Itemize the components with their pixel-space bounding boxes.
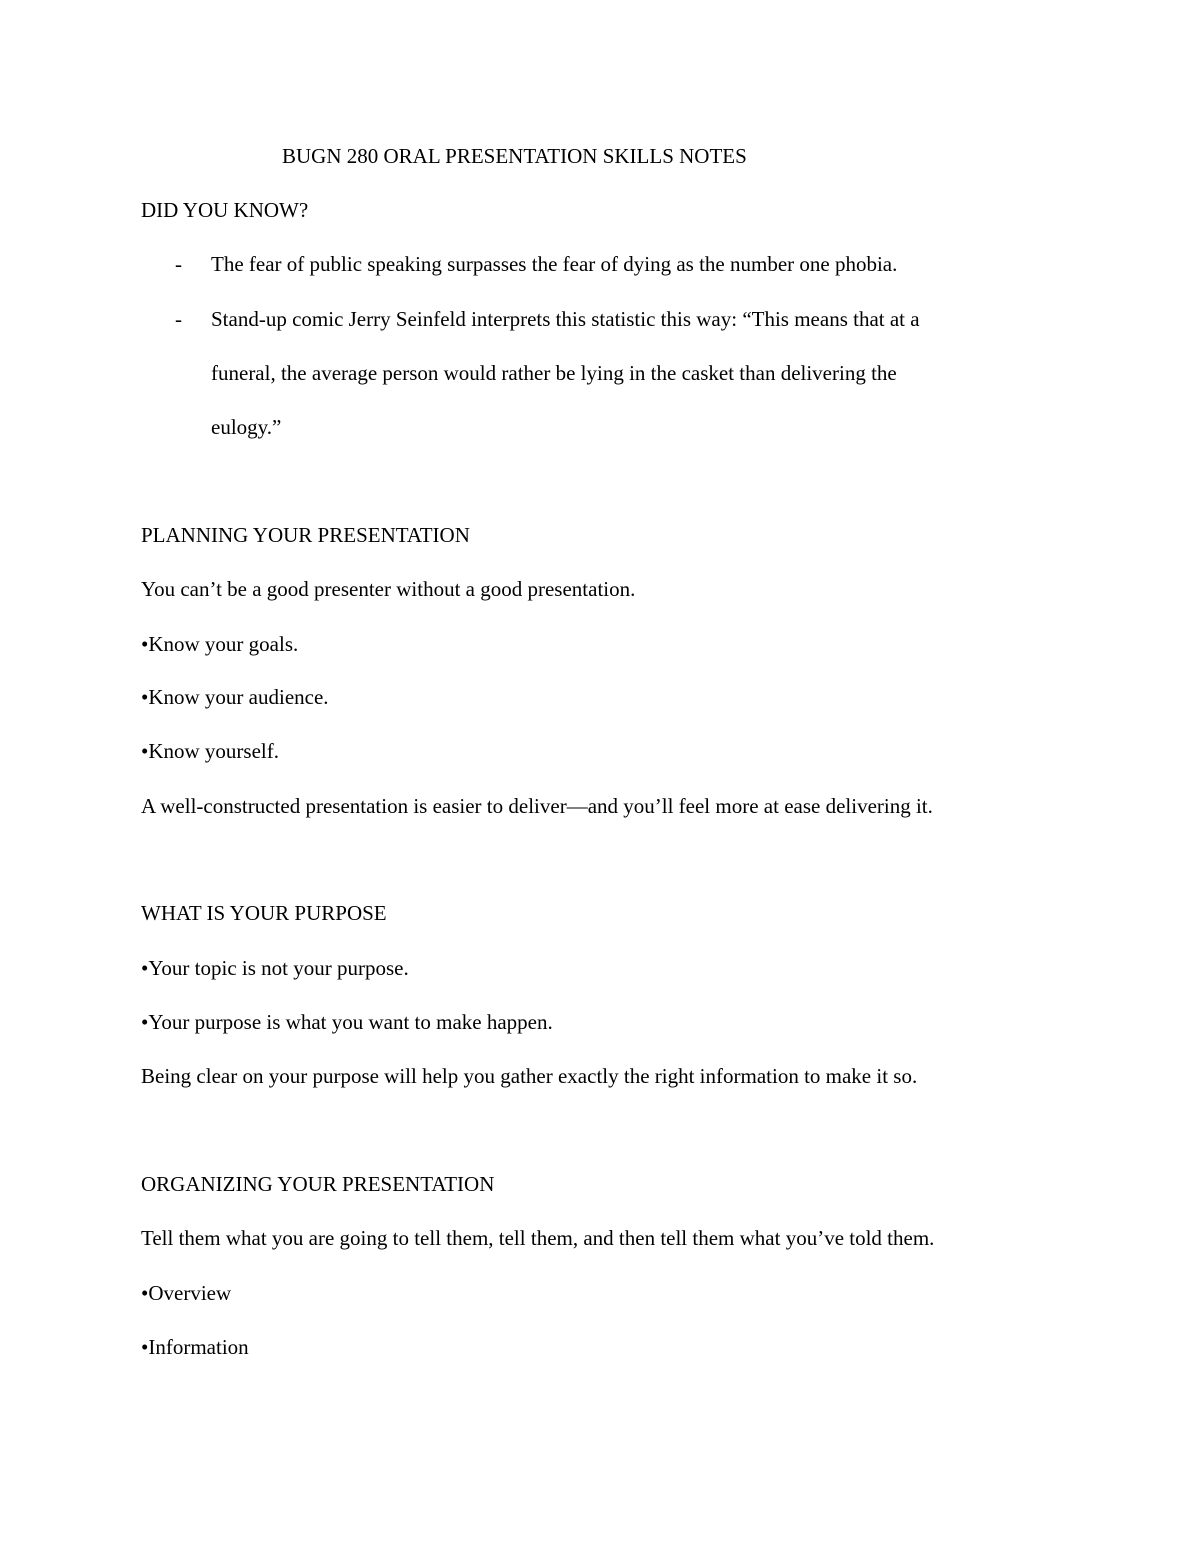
section-heading-organizing: ORGANIZING YOUR PRESENTATION <box>141 1172 495 1196</box>
document-title: BUGN 280 ORAL PRESENTATION SKILLS NOTES <box>282 144 747 168</box>
section-heading-planning: PLANNING YOUR PRESENTATION <box>141 523 470 547</box>
bullet-item: •Know yourself. <box>141 739 279 763</box>
bullet-item: •Know your goals. <box>141 632 299 656</box>
bullet-item: •Your topic is not your purpose. <box>141 956 409 980</box>
section-heading-purpose: WHAT IS YOUR PURPOSE <box>141 901 387 925</box>
dash-marker: - <box>175 307 182 331</box>
dash-marker: - <box>175 252 182 276</box>
fact-line: eulogy.” <box>211 415 282 439</box>
bullet-item: •Information <box>141 1335 249 1359</box>
section-intro: Tell them what you are going to tell them, tell them, and then tell them what you’ve told them. <box>141 1226 935 1250</box>
fact-line: The fear of public speaking surpasses the fear of dying as the number one phobia. <box>211 252 898 276</box>
section-intro: You can’t be a good presenter without a good presentation. <box>141 577 636 601</box>
section-heading-did-you-know: DID YOU KNOW? <box>141 198 309 222</box>
bullet-item: •Your purpose is what you want to make happen. <box>141 1010 553 1034</box>
bullet-item: •Overview <box>141 1281 232 1305</box>
section-closing: Being clear on your purpose will help you gather exactly the right information to make it so. <box>141 1064 918 1088</box>
section-closing: A well-constructed presentation is easier to deliver—and you’ll feel more at ease delivering it. <box>141 794 933 818</box>
fact-line: funeral, the average person would rather be lying in the casket than delivering the <box>211 361 897 385</box>
bullet-item: •Know your audience. <box>141 685 329 709</box>
fact-line: Stand-up comic Jerry Seinfeld interprets this statistic this way: “This means that at a <box>211 307 920 331</box>
